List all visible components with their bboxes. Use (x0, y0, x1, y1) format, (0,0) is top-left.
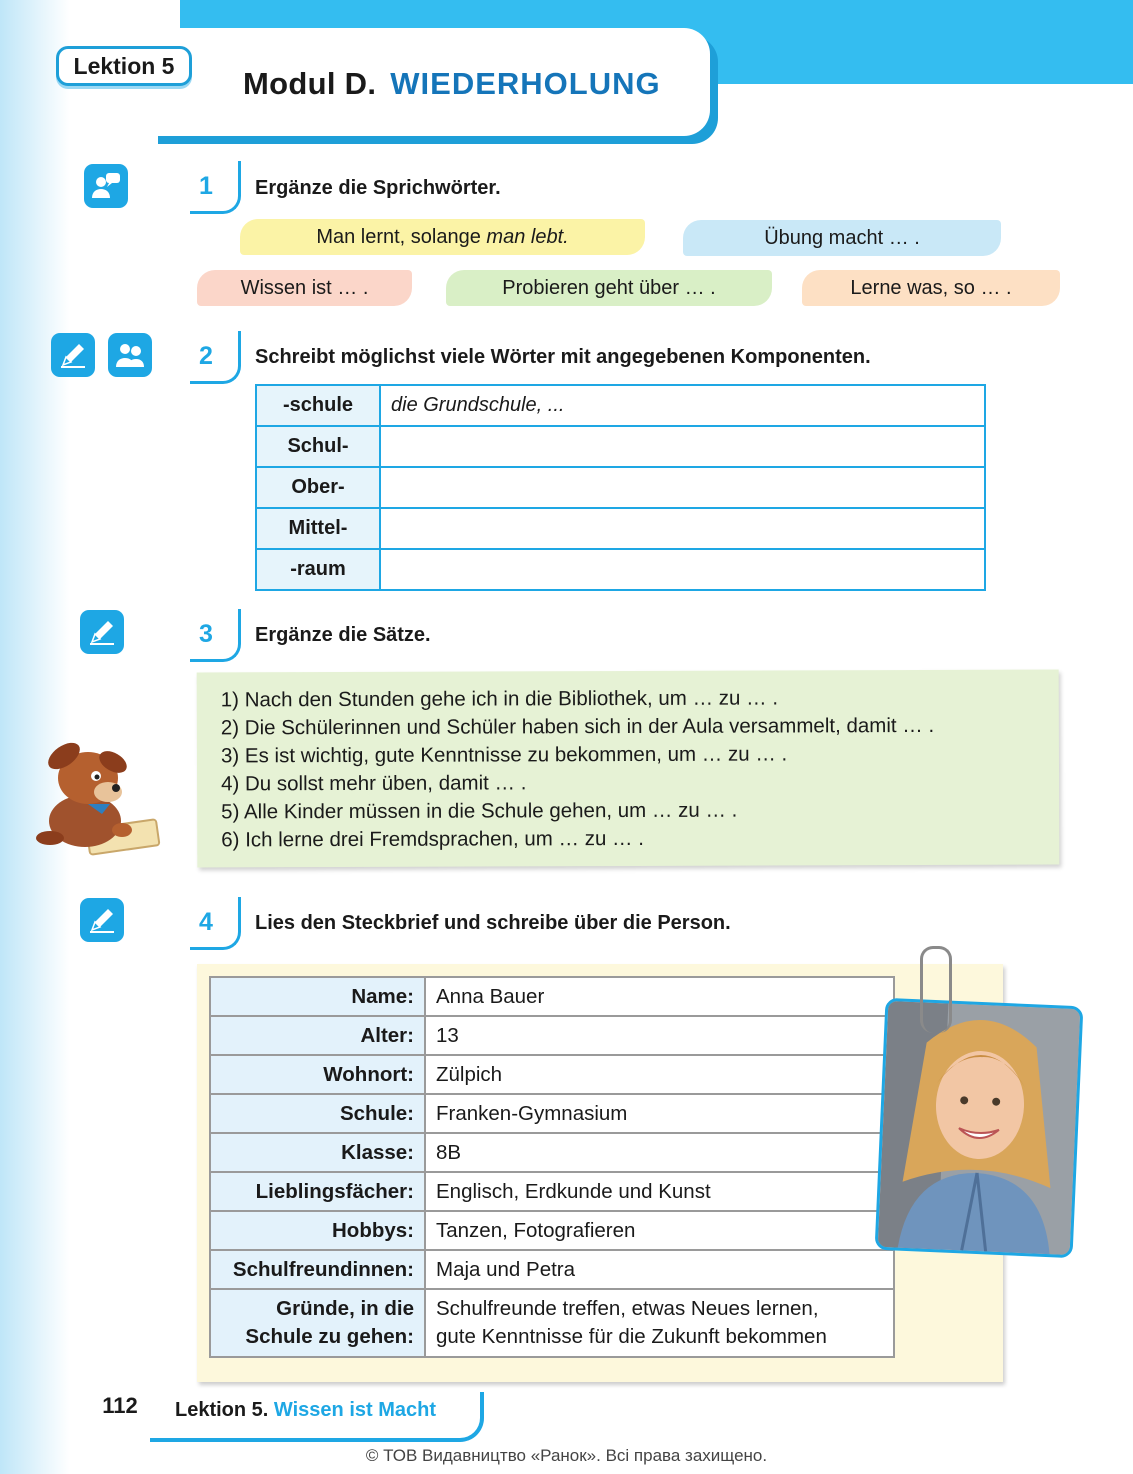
table-value[interactable] (380, 467, 985, 508)
profile-value (425, 1289, 894, 1357)
table-value[interactable] (380, 549, 985, 590)
list-item: 6) Ich lerne drei Fremdsprachen, um … zu … . (221, 826, 644, 852)
table-row (210, 1172, 894, 1211)
list-item: 3) Es ist wichtig, gute Kenntnisse zu bekommen, um … zu … . (220, 742, 788, 768)
profile-key: Schule: (210, 1094, 425, 1133)
dog-mascot-illustration (30, 726, 165, 856)
proverb-1 (240, 219, 645, 255)
footer-lesson-title: Wissen ist Macht (273, 1399, 437, 1421)
table-value[interactable] (380, 426, 985, 467)
paperclip-icon (920, 946, 952, 1033)
profile-value: Maja und Petra (425, 1250, 894, 1289)
profile-key: Wohnort: (210, 1055, 425, 1094)
task-number-4: 4 (184, 896, 228, 948)
profile-value: Englisch, Erdkunde und Kunst (425, 1172, 894, 1211)
list-item: 2) Die Schülerinnen und Schüler haben sich in der Aula versammelt, damit … . (220, 713, 935, 740)
table-key: Schul- (256, 426, 380, 467)
profile-value-line: Schulfreunde treffen, etwas Neues lernen, (436, 1297, 819, 1320)
profile-value: Tanzen, Fotografieren (425, 1211, 894, 1250)
proverb-4: Probieren geht über … . (446, 270, 772, 306)
table-key: Mittel- (256, 508, 380, 549)
profile-value: Zülpich (425, 1055, 894, 1094)
profile-key: Hobbys: (210, 1211, 425, 1250)
components-table (255, 384, 986, 591)
lesson-tag: Lektion 5 (56, 46, 192, 86)
profile-key-line: Gründe, in die (276, 1297, 414, 1320)
profile-key (210, 1289, 425, 1357)
task1-title: Ergänze die Sprichwörter. (255, 177, 501, 199)
table-key: -raum (256, 549, 380, 590)
footer-lesson-label: Lektion 5. (175, 1399, 269, 1421)
task2-title: Schreibt möglichst viele Wörter mit angegebenen Komponenten. (255, 346, 871, 368)
profile-key: Schulfreundinnen: (210, 1250, 425, 1289)
list-item: 4) Du sollst mehr üben, damit … . (221, 771, 527, 796)
profile-key: Name: (210, 977, 425, 1016)
table-row (210, 1211, 894, 1250)
table-row (210, 1250, 894, 1289)
task-number-3: 3 (184, 608, 228, 660)
table-key: -schule (256, 385, 380, 426)
copyright-notice: © ТОВ Видавництво «Ранок». Всі права захищено. (365, 1446, 768, 1465)
profile-key: Alter: (210, 1016, 425, 1055)
table-row (210, 1055, 894, 1094)
speech-bubble-person-icon (84, 164, 128, 208)
profile-value: Anna Bauer (425, 977, 894, 1016)
table-row (210, 1016, 894, 1055)
task4-title: Lies den Steckbrief und schreibe über die Person. (255, 912, 731, 934)
sentence-list (197, 669, 1060, 854)
table-row (256, 508, 985, 549)
table-row (210, 977, 894, 1016)
sentences-note (197, 669, 1060, 867)
proverb-3: Wissen ist … . (197, 270, 412, 306)
page-number: 112 (80, 1384, 160, 1430)
task-number-1: 1 (184, 160, 228, 212)
proverb-5: Lerne was, so … . (802, 270, 1060, 306)
list-item: 5) Alle Kinder müssen in die Schule gehen, um … zu … . (221, 798, 738, 824)
pencil-icon (51, 333, 95, 377)
student-photo (875, 998, 1084, 1258)
module-accent-title: WIEDERHOLUNG (390, 66, 661, 101)
proverb-1-text: Man lernt, solange (316, 226, 481, 248)
list-item: 1) Nach den Stunden gehe ich in die Bibliothek, um … zu … . (220, 686, 779, 712)
table-row (256, 467, 985, 508)
profile-key: Klasse: (210, 1133, 425, 1172)
profile-key-line: Schule zu gehen: (245, 1325, 414, 1348)
pencil-icon (80, 610, 124, 654)
table-key: Ober- (256, 467, 380, 508)
table-value[interactable]: die Grundschule, ... (380, 385, 985, 426)
profile-table (209, 976, 895, 1358)
profile-value-line: gute Kenntnisse für die Zukunft bekommen (436, 1325, 827, 1348)
pencil-icon (80, 898, 124, 942)
footer-lesson (175, 1399, 436, 1422)
task3-title: Ergänze die Sätze. (255, 624, 431, 646)
table-row (256, 549, 985, 590)
table-row (210, 1094, 894, 1133)
proverb-1-italic: man lebt. (486, 226, 569, 248)
proverb-2: Übung macht … . (683, 220, 1001, 256)
table-value[interactable] (380, 508, 985, 549)
profile-value: 8B (425, 1133, 894, 1172)
table-row (210, 1133, 894, 1172)
profile-value: Franken-Gymnasium (425, 1094, 894, 1133)
table-row (256, 426, 985, 467)
pair-work-icon (108, 333, 152, 377)
module-title: Modul D. (243, 66, 377, 101)
profile-key: Lieblingsfächer: (210, 1172, 425, 1211)
task-number-2: 2 (184, 330, 228, 382)
table-row (210, 1289, 894, 1357)
page-title (243, 66, 661, 102)
profile-value: 13 (425, 1016, 894, 1055)
table-row (256, 385, 985, 426)
